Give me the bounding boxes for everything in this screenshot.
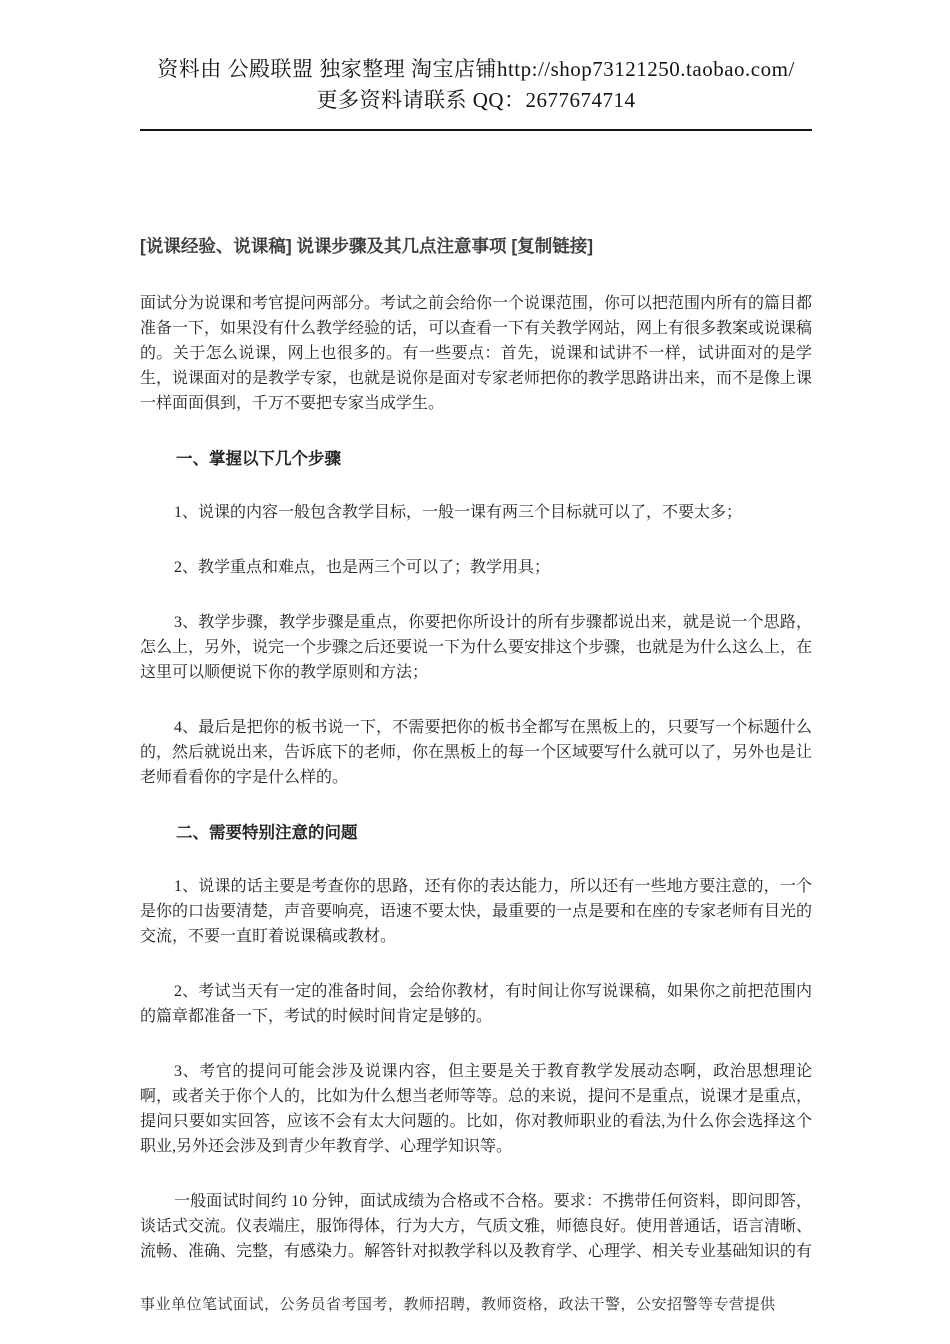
- header-line-source: 资料由 公殿联盟 独家整理 淘宝店铺http://shop73121250.taobao.com/: [157, 57, 795, 81]
- section-two-item-1: 1、说课的话主要是考查你的思路，还有你的表达能力，所以还有一些地方要注意的，一个是你的口齿要清楚，声音要响亮，语速不要太快，最重要的一点是要和在座的专家老师有目光的交流，不要一直盯着说课稿或教材。: [140, 878, 813, 945]
- closing-paragraph: 一般面试时间约 10 分钟，面试成绩为合格或不合格。要求：不携带任何资料，即问即答，谈话式交流。仪表端庄，服饰得体，行为大方，气质文雅，师德良好。使用普通话，语言清晰、流畅、准确、完整，有感染力。解答针对拟教学科以及教育学、心理学、相关专业基础知识的有: [140, 1193, 813, 1260]
- section-one-item-2: 2、教学重点和难点，也是两三个可以了；教学用具；: [174, 559, 551, 576]
- section-one-heading: 一、掌握以下几个步骤: [176, 450, 341, 468]
- page-footer-note: 事业单位笔试面试，公务员省考国考，教师招聘，教师资格，政法干警，公安招警等专营提供: [140, 1297, 776, 1313]
- page-title: [说课经验、说课稿] 说课步骤及其几点注意事项 [复制链接]: [140, 236, 594, 256]
- intro-paragraph: 面试分为说课和考官提问两部分。考试之前会给你一个说课范围，你可以把范围内所有的篇目都准备一下，如果没有什么教学经验的话，可以查看一下有关教学网站，网上有很多教案或说课稿的。关于怎么说课，网上也很多的。有一些要点：首先，说课和试讲不一样，试讲面对的是学生，说课面对的是教学专家，也就是说你是面对专家老师把你的教学思路讲出来，而不是像上课一样面面俱到，千万不要把专家当成学生。: [140, 295, 813, 412]
- section-one-item-3: 3、教学步骤，教学步骤是重点，你要把你所设计的所有步骤都说出来，就是说一个思路，怎么上，另外，说完一个步骤之后还要说一下为什么要安排这个步骤，也就是为什么这么上，在这里可以顺便说下你的教学原则和方法；: [140, 614, 813, 681]
- section-two-item-2: 2、考试当天有一定的准备时间，会给你教材，有时间让你写说课稿，如果你之前把范围内的篇章都准备一下，考试的时候时间肯定是够的。: [140, 983, 812, 1025]
- section-two-heading: 二、需要特别注意的问题: [176, 824, 358, 842]
- section-two-item-3: 3、考官的提问可能会涉及说课内容，但主要是关于教育教学发展动态啊，政治思想理论啊，或者关于你个人的，比如为什么想当老师等等。总的来说，提问不是重点，说课才是重点，提问只要如实回答，应该不会有太大问题的。比如，你对教师职业的看法,为什么你会选择这个职业,另外还会涉及到青少年教育学、心理学知识等。: [140, 1063, 813, 1155]
- section-one-item-1: 1、说课的内容一般包含教学目标，一般一课有两三个目标就可以了，不要太多；: [174, 504, 743, 521]
- header-line-contact: 更多资料请联系 QQ：2677674714: [316, 88, 636, 112]
- header-divider-rule: [140, 129, 812, 131]
- page-header: [140, 54, 812, 116]
- section-one-item-4: 4、最后是把你的板书说一下，不需要把你的板书全都写在黑板上的，只要写一个标题什么的，然后就说出来，告诉底下的老师，你在黑板上的每一个区域要写什么就可以了，另外也是让老师看看你的字是什么样的。: [140, 719, 813, 786]
